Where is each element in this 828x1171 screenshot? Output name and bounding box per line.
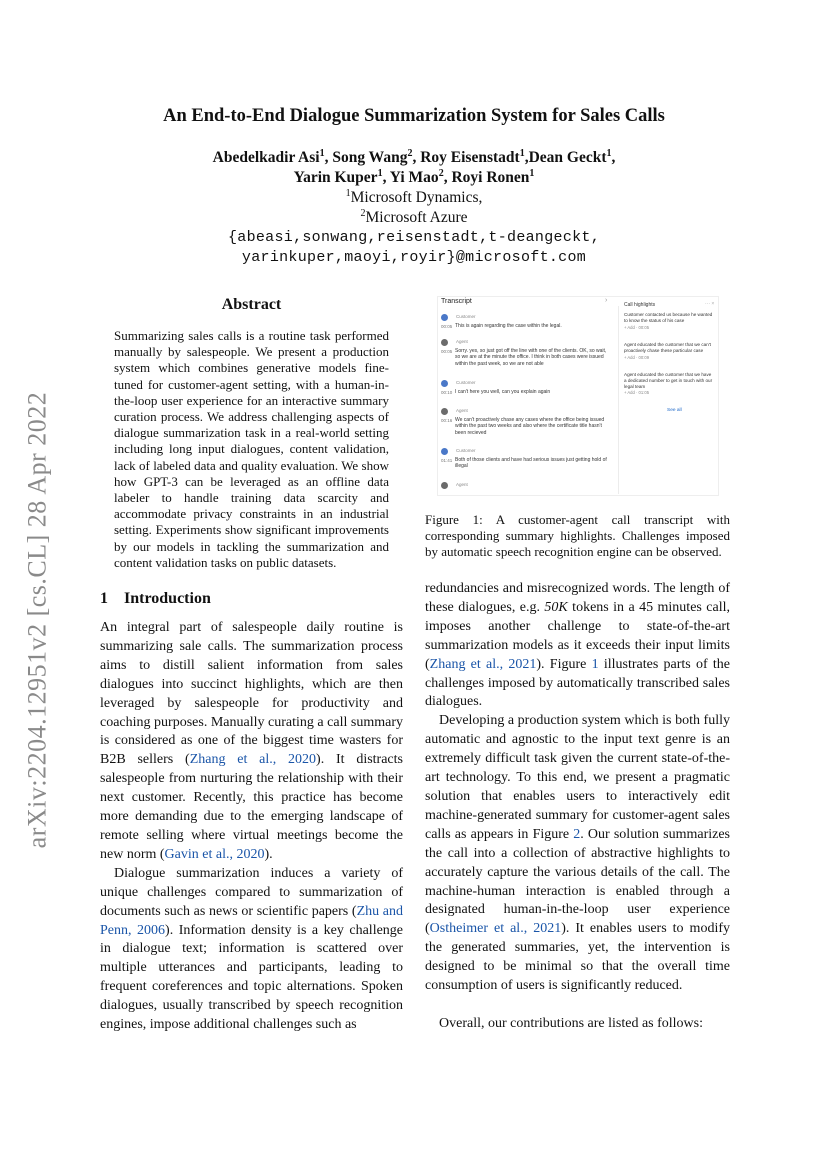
chevron-right-icon: › — [605, 297, 608, 304]
author-block — [100, 148, 728, 268]
arxiv-identifier: arXiv:2204.12951v2 [cs.CL] 28 Apr 2022 — [22, 391, 51, 849]
highlight-item[interactable]: Agent educated the customer that we have a dedicated number to get in touch with our legal team + Add · 01:05 — [624, 372, 713, 396]
affiliation: $^1$Microsoft Dynamics, — [345, 187, 483, 206]
author-name: Yarin Kuper — [293, 169, 378, 186]
figure-reference-link[interactable]: 1 — [591, 656, 599, 672]
author-name: Song Wang — [332, 149, 408, 166]
affiliation: $^2$Microsoft Azure — [360, 207, 468, 226]
paper-title: An End-to-End Dialogue Summarization System for Sales Calls — [163, 106, 665, 126]
right-body — [425, 580, 730, 1034]
customer-avatar-icon — [441, 448, 448, 455]
contributions-lead: Overall, our contributions are listed as follows: — [439, 1015, 703, 1031]
right-paragraph-1: redundancies and misrecognized words. The length of these dialogues, e.g. 50K tokens in a 45 minutes call, imposes another challenge to state-of-the-art summarization models as it exceeds their input limits (Zhang et al., 2021). Figure 1 illustrates parts of the challenges imposed by automatically transcribed sales dialogues. — [425, 581, 731, 710]
citation-link[interactable]: Zhu and Penn, 2006 — [100, 903, 403, 938]
citation-link[interactable]: Gavin et al., 2020 — [164, 846, 265, 862]
intro-paragraph-1: An integral part of salespeople daily routine is summarizing sale calls. The summarization process aims to distill salient information from sales dialogues into succinct highlights, which are then leveraged by salespeople for productivity and coaching purposes. Manually curating a call summary is considered as one of the biggest time wasters for B2B sellers (Zhang et al., 2020). It distracts salespeople from nurturing the relationship with their next customer. Recently, this practice has become more demanding due to the emerging landscape of remote selling where virtual meetings become the new norm (Gavin et al., 2020). — [100, 620, 403, 862]
more-options-icon[interactable]: ··· × — [705, 301, 715, 307]
figure-reference-link[interactable]: 2 — [573, 826, 581, 842]
citation-link[interactable]: Zhang et al., 2021 — [429, 656, 537, 672]
figure-1: Transcript › Customer 00:05 This is again regarding the case within the legal. Agent 00:05 Sorry. yes, so just got off the line with one of the clients. OK, so wait, so we are at the minute the office. I think in both cases were issued within the past week, so we are not able Customer 00:10 I can't here you well, can you explain again Agent 00:16 We can't proactively chase any cases where the office being issued within the past two weeks and also where the certificate title hasn't been recieved Customer 01:41 Both of those clients and have had serious issues just getting hold of illegal Agent Call highlights ··· × Customer contacted us because he wanted to know the status of his case + Add · 00:05 Agent educated the customer that we can't proactively chase these particular case + Add · 00:09 Agent educated the customer that we have a dedicated number to get in touch with our legal team + Add · 01:05 See all — [437, 296, 719, 496]
authors-line-2: Yarin Kuper$^1$, Yi Mao$^2$, Royi Ronen$^1$ — [293, 167, 535, 186]
agent-avatar-icon — [441, 339, 448, 346]
citation-link[interactable]: Zhang et al., 2020 — [189, 752, 317, 768]
highlight-item[interactable]: Agent educated the customer that we can't proactively chase these particular case + Add · 00:09 — [624, 342, 711, 360]
panel-divider — [618, 306, 619, 494]
right-paragraph-2: Developing a production system which is both fully automatic and agnostic to the input text genre is an extremely difficult task given the current state-of-the-art technology. To this end, we present a pragmatic solution that enables users to interactively edit machine-generated summary for customer-agent sales calls as appears in Figure 2. Our solution summarizes the call into a collection of abstractive highlights to accurately capture the various details of the call. The machine-human interaction is enabled through a designated human-in-the-loop user experience (Ostheimer et al., 2021). It enables users to modify the generated summaries, yet, the intervention is designed to be minimal so that the overall time consumption of users is significantly reduced. — [425, 713, 730, 994]
agent-avatar-icon — [441, 482, 448, 489]
email-line: yarinkuper,maoyi,royir}@microsoft.com — [241, 249, 587, 266]
highlight-item[interactable]: Customer contacted us because he wanted to know the status of his case + Add · 00:05 — [624, 312, 713, 330]
author-name: Abedelkadir Asi — [212, 149, 320, 166]
abstract-heading: Abstract — [221, 296, 282, 313]
customer-avatar-icon — [441, 314, 448, 321]
customer-avatar-icon — [441, 380, 448, 387]
abstract-text: Summarizing sales calls is a routine task performed manually by salespeople. We present a production system which combines generative models fine-tuned for customer-agent setting, with a human-in-the-loop user experience for an interactive summary curation process. We address challenging aspects of dialogue summarization task in a real-world setting including long input dialogues, content validation, lack of labeled data and quality evaluation. We show how GPT-3 can be leveraged as an offline data labeler to handle training data scarcity and accommodate privacy constraints in an industrial setting. Experiments show significant improvements by our models in tackling the summarization and content validation tasks on public datasets. — [114, 328, 389, 570]
agent-avatar-icon — [441, 408, 448, 415]
email-line: {abeasi,sonwang,reisenstadt,t-deangeckt, — [227, 229, 601, 246]
highlights-title: Call highlights — [624, 302, 656, 308]
intro-paragraph-2: Dialogue summarization induces a variety of unique challenges compared to summarization of documents such as news or scientific papers (Zhu and Penn, 2006). Information density is a key challenge in dialogue text; information is scattered over multiple utterances and participants, leading to frequent coreferences and topic alternations. Spoken dialogues, usually transcribed by speech recognition engines, impose additional challenges such as — [100, 865, 404, 1033]
figure-caption: Figure 1: A customer-agent call transcript with corresponding summary highlights. Challenges imposed by automatic speech recognition engine can be observed. — [425, 512, 730, 559]
section-heading: 1 Introduction — [100, 590, 211, 608]
author-name: Dean Geckt — [528, 149, 607, 166]
author-name: Yi Mao — [389, 169, 439, 186]
see-all-link[interactable]: See all — [667, 408, 682, 413]
left-column — [100, 296, 403, 1035]
author-name: Royi Ronen — [451, 169, 530, 186]
author-name: Roy Eisenstadt — [420, 149, 520, 166]
right-column — [425, 296, 730, 1048]
citation-link[interactable]: Ostheimer et al., 2021 — [429, 921, 562, 937]
transcript-title: Transcript — [441, 298, 472, 305]
authors-line-1: Abedelkadir Asi$^1$, Song Wang$^2$, Roy Eisenstadt$^1$,Dean Geckt$^1$, — [212, 147, 616, 166]
